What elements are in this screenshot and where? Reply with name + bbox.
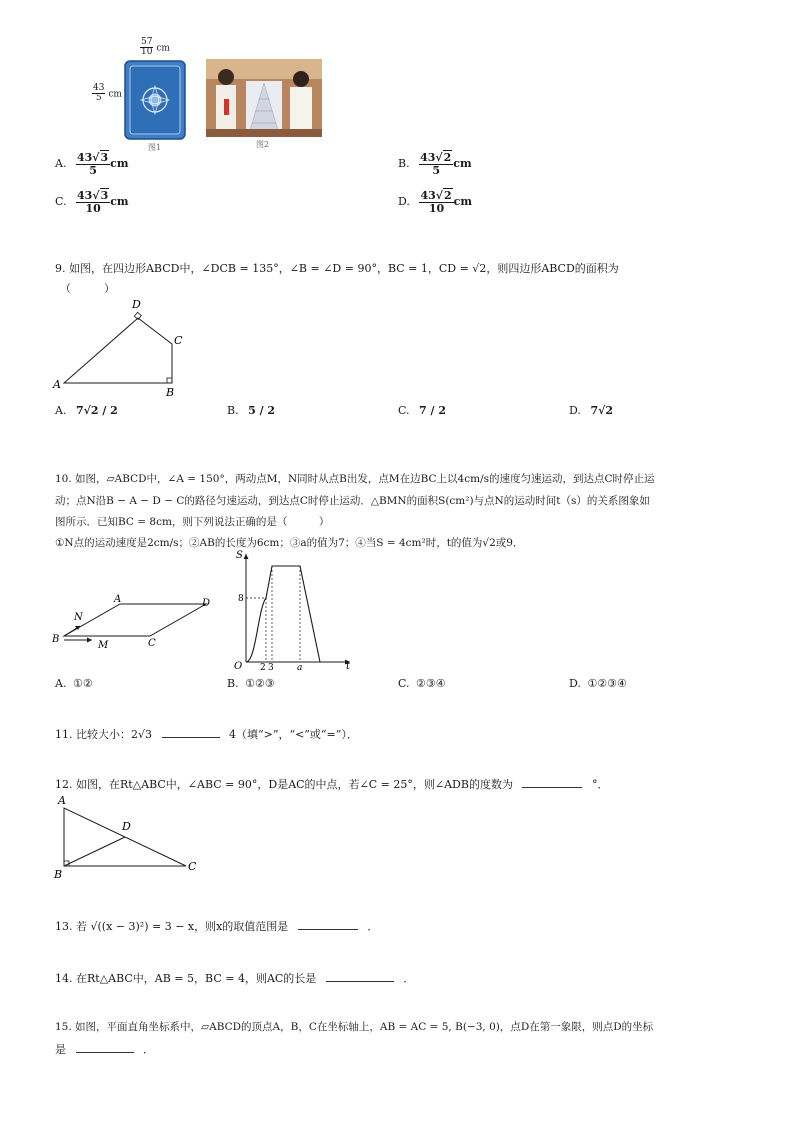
q11-question: 11. 比较大小：2√3 4（填“>”，“<”或“=”）． <box>55 728 358 741</box>
q10-option-b[interactable]: B. ①②③ <box>227 677 275 690</box>
svg-text:M: M <box>98 640 109 651</box>
q10-statements: ①N点的运动速度是2cm/s；②AB的长度为6cm；③a的值为7；④当S = 4cm²时，t的值为√2或9． <box>55 537 524 549</box>
q14-question: 14. 在Rt△ABC中，AB = 5，BC = 4，则AC的长是 ． <box>55 972 415 985</box>
q10-stem-line1: 10. 如图，▱ABCD中，∠A = 150°，两动点M，N同时从点B出发，点M在边BC上以4cm/s的速度匀速运动，到达点C时停止运 <box>55 473 655 485</box>
q8-fig2-caption: 图2 <box>256 140 270 149</box>
q15-stem-line2: 是 ． <box>55 1043 154 1056</box>
q10-s-t-graph <box>230 548 360 670</box>
children-card-tower-photo <box>206 59 322 137</box>
q9-label-a: A <box>53 378 61 391</box>
q9-answer-bracket: （ ） <box>60 282 115 295</box>
svg-text:C: C <box>148 638 156 649</box>
svg-text:8: 8 <box>238 594 244 604</box>
q9-label-d: D <box>132 298 141 311</box>
q12-right-triangle-figure <box>50 792 210 882</box>
q9-option-c[interactable]: C. 7 / 2 <box>398 404 447 417</box>
q9-stem: 9. 如图，在四边形ABCD中，∠DCB = 135°，∠B = ∠D = 90°，BC = 1，CD = √2，则四边形ABCD的面积为 <box>55 262 619 275</box>
q12-question: 12. 如图，在Rt△ABC中，∠ABC = 90°，D是AC的中点，若∠C = 25°，则∠ADB的度数为 °． <box>55 778 609 791</box>
q15-answer-blank[interactable] <box>76 1051 134 1053</box>
svg-text:a: a <box>297 663 303 670</box>
svg-text:S: S <box>236 550 243 561</box>
q10-stem-line2: 动；点N沿B − A − D − C的路径匀速运动，到达点C时停止运动．△BMN的面积S(cm²)与点N的运动时间t（s）的关系图象如 <box>55 495 650 507</box>
q9-label-b: B <box>166 386 175 399</box>
svg-text:B: B <box>54 868 63 881</box>
svg-text:D: D <box>122 820 131 833</box>
svg-text:B: B <box>52 634 60 645</box>
q10-option-a[interactable]: A. ①② <box>55 677 93 690</box>
q8-fig1-caption: 图1 <box>148 143 162 152</box>
q8-left-dimension: $\frac{43}{5}$ cm <box>93 83 122 104</box>
q10-parallelogram-figure <box>50 592 220 654</box>
svg-text:D: D <box>202 598 211 609</box>
q10-stem-line3: 图所示．已知BC = 8cm，则下列说法正确的是（ ） <box>55 516 330 528</box>
svg-text:A: A <box>114 594 122 605</box>
q8-option-c[interactable]: C. $\frac{43√3}{10}$ cm <box>55 189 129 215</box>
q12-answer-blank[interactable] <box>522 786 582 788</box>
q9-option-a[interactable]: A. 7√2 / 2 <box>55 404 118 417</box>
q10-option-d[interactable]: D. ①②③④ <box>569 677 627 690</box>
q13-question: 13. 若 √((x − 3)²) = 3 − x，则x的取值范围是 ． <box>55 920 379 933</box>
q8-fig1 <box>88 38 198 158</box>
svg-text:N: N <box>74 612 83 623</box>
q8-top-dimension: $\frac{57}{10}$ cm <box>141 37 170 58</box>
svg-text:A: A <box>58 794 66 807</box>
svg-text:t: t <box>346 661 351 670</box>
q9-option-d[interactable]: D. 7√2 <box>569 404 613 417</box>
q8-option-d[interactable]: D. $\frac{43√2}{10}$ cm <box>398 189 472 215</box>
q15-stem-line1: 15. 如图，平面直角坐标系中，▱ABCD的顶点A，B，C在坐标轴上，AB = AC = 5, B(−3, 0)，点D在第一象限，则点D的坐标 <box>55 1021 654 1033</box>
q10-option-c[interactable]: C. ②③④ <box>398 677 446 690</box>
svg-text:O: O <box>234 661 243 670</box>
q13-answer-blank[interactable] <box>298 928 358 930</box>
svg-text:2: 2 <box>260 663 266 670</box>
playing-card-image <box>124 60 186 140</box>
q11-answer-blank[interactable] <box>162 736 220 738</box>
q9-quadrilateral-figure <box>50 296 200 400</box>
svg-text:3: 3 <box>268 663 274 670</box>
q9-option-b[interactable]: B. 5 / 2 <box>227 404 276 417</box>
q8-option-a[interactable]: A. $\frac{43√3}{5}$ cm <box>55 151 129 177</box>
q8-option-b[interactable]: B. $\frac{43√2}{5}$ cm <box>398 151 472 177</box>
q14-answer-blank[interactable] <box>326 980 394 982</box>
q9-label-c: C <box>174 334 183 347</box>
svg-text:C: C <box>188 860 197 873</box>
q8-fig2 <box>206 59 322 154</box>
